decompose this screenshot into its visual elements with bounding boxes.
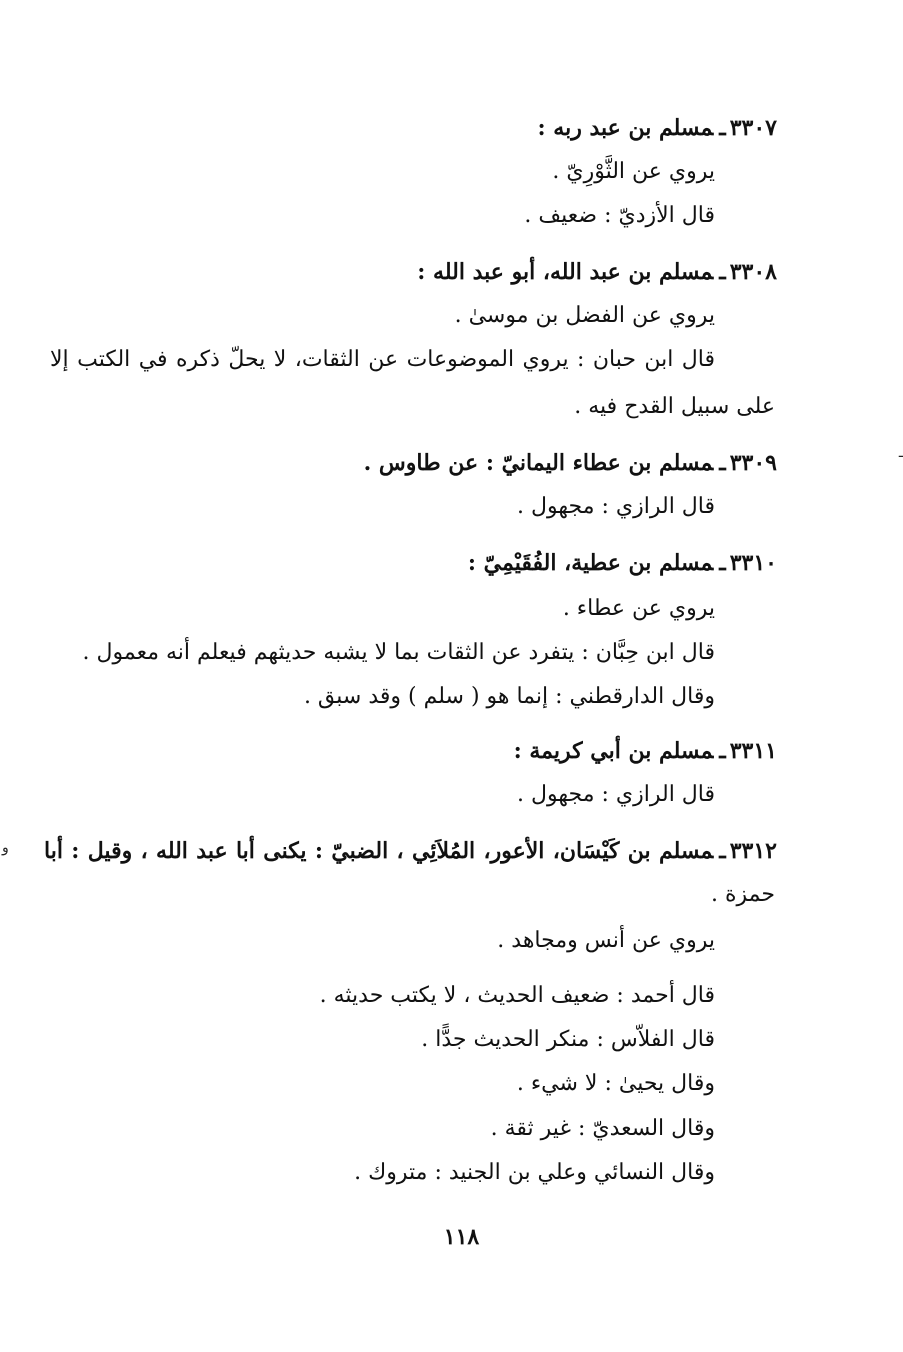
entry-line: على سبيل القدح فيه . (574, 394, 775, 419)
entry-separator: ـ (719, 115, 726, 141)
entry-heading (364, 448, 777, 478)
entry-heading (417, 257, 777, 287)
entry-line: وقال النسائي وعلي بن الجنيد : متروك . (354, 1160, 715, 1185)
entry-separator: ـ (719, 550, 726, 576)
entry-name: مسلم بن عطاء اليمانيّ : (485, 450, 714, 476)
entry-name: مسلم بن عبد ربه : (537, 115, 714, 141)
entry-number: ٣٣٠٧ (729, 115, 777, 141)
entry-name-rest: يكنى أبا عبد الله ، وقيل : أبا (44, 838, 307, 864)
entry-heading (44, 836, 777, 866)
entry-number: ٣٣٠٩ (729, 450, 777, 476)
page-number: ١١٨ (443, 1224, 480, 1250)
entry-line: يروي عن الفضل بن موسىٰ . (454, 303, 715, 328)
entry-name: مسلم بن عطية، الفُقَيْمِيّ : (467, 550, 714, 576)
entry-name: مسلم بن عبد الله، أبو عبد الله : (417, 259, 714, 285)
entry-number: ٣٣١٢ (729, 838, 777, 864)
entry-separator: ـ (719, 738, 726, 764)
entry-name: مسلم بن أبي كريمة : (513, 738, 714, 764)
entry-line: قال ابن حبان : يروي الموضوعات عن الثقات، لا يحلّ ذكره في الكتب إلا (50, 347, 715, 372)
entry-line: يروي عن عطاء . (562, 596, 715, 621)
entry-line: وقال يحيىٰ : لا شيء . (516, 1071, 715, 1096)
entry-line: وقال الدارقطني : إنما هو ( سلم ) وقد سبق . (303, 684, 715, 709)
entry-line: يروي عن أنس ومجاهد . (497, 928, 715, 953)
entry-separator: ـ (719, 450, 726, 476)
entry-line: قال الرازي : مجهول . (517, 494, 715, 519)
entry-separator: ـ (719, 838, 726, 864)
margin-mark: و (2, 840, 9, 856)
margin-mark: ـ (898, 445, 903, 461)
entry-line: قال ابن حِبَّان : يتفرد عن الثقات بما لا يشبه حديثهم فيعلم أنه معمول . (82, 640, 715, 665)
entry-line: حمزة . (711, 882, 775, 907)
entry-number: ٣٣١٠ (729, 550, 777, 576)
entry-line: قال الأزديّ : ضعيف . (524, 203, 715, 228)
entry-name-rest: عن طاوس . (363, 450, 479, 476)
entry-line: قال الفلاّس : منكر الحديث جدًّا . (421, 1027, 715, 1052)
entry-heading (514, 736, 777, 766)
entry-heading (468, 548, 777, 578)
entry-line: وقال السعديّ : غير ثقة . (490, 1116, 715, 1141)
entry-number: ٣٣١١ (729, 738, 777, 764)
entry-line: قال الرازي : مجهول . (517, 782, 715, 807)
entry-name: مسلم بن كَيْسَان، الأعور، المُلاَئِي ، الضبيّ : (314, 838, 714, 864)
entry-line: قال أحمد : ضعيف الحديث ، لا يكتب حديثه . (319, 983, 715, 1008)
entry-heading (538, 113, 777, 143)
entry-separator: ـ (719, 259, 726, 285)
entry-number: ٣٣٠٨ (729, 259, 777, 285)
entry-line: يروي عن الثَّوْرِيّ . (552, 159, 715, 184)
